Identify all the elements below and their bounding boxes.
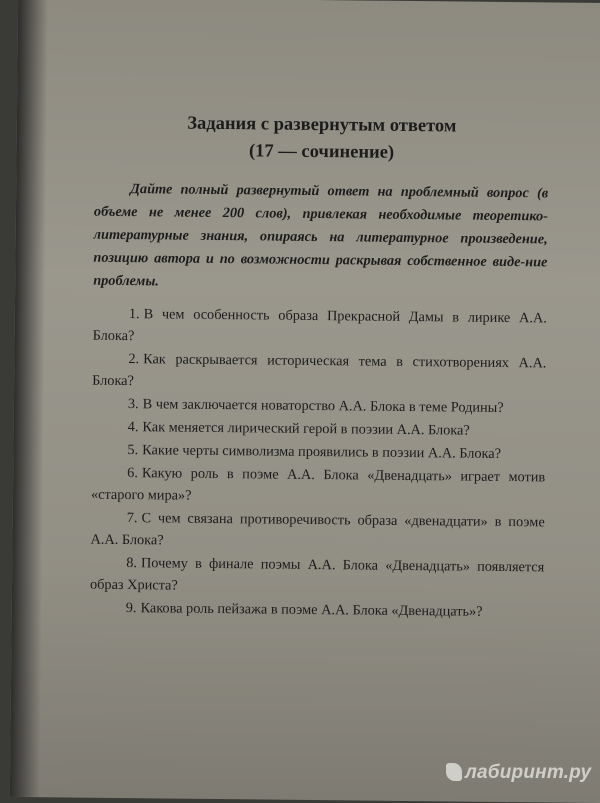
- question-text: Как меняется лирический герой в поэзии А.А. Блока?: [142, 419, 470, 439]
- question-text: В чем заключается новаторство А.А. Блока в теме Родины?: [142, 396, 504, 416]
- question-number: 3.: [127, 396, 139, 413]
- title-line-1: Задания с развернутым ответом: [187, 113, 457, 137]
- watermark: [446, 762, 591, 784]
- question-item: [90, 597, 544, 624]
- question-text: Какова роль пейзажа в поэме А.А. Блока «Двенадцать»?: [140, 600, 483, 620]
- question-number: 7.: [126, 510, 138, 527]
- book-page: [10, 0, 600, 803]
- question-list: [90, 303, 547, 624]
- question-item: [90, 552, 544, 601]
- question-text: Почему в финале поэмы А.А. Блока «Двенадцать» появляется образ Христа?: [89, 555, 545, 594]
- question-item: [93, 303, 547, 352]
- question-text: Какую роль в поэме А.А. Блока «Двенадцать» играет мотив «старого мира»?: [90, 465, 546, 504]
- question-number: 4.: [127, 419, 139, 436]
- question-text: Какие черты символизма проявились в поэзии А.А. Блока?: [142, 442, 502, 462]
- question-number: 8.: [126, 555, 138, 572]
- section-title: [94, 110, 549, 169]
- title-line-2: (17 — сочинение): [248, 141, 395, 163]
- question-number: 5.: [127, 442, 139, 459]
- instruction-paragraph: Дайте полный развернутый ответ на проблемный вопрос (в объеме не менее 200 слов), привлекая необходимые теоретико-литературные знания, опираясь на литературное произведение, позицию автора и по возможности раскрывая собственное виде-ние проблемы.: [93, 181, 549, 290]
- question-number: 9.: [125, 600, 137, 617]
- question-number: 2.: [128, 351, 140, 368]
- watermark-text: лабиринт.ру: [465, 762, 592, 783]
- question-number: 1.: [128, 306, 140, 323]
- page-content: [90, 110, 549, 625]
- question-text: С чем связана противоречивость образа «двенадцати» в поэме А.А. Блока?: [90, 510, 545, 549]
- page-spine-shadow: [10, 0, 48, 797]
- question-item: [90, 507, 544, 556]
- question-item: [91, 462, 545, 511]
- question-number: 6.: [127, 465, 139, 482]
- question-item: [92, 348, 546, 397]
- labirint-logo-icon: [446, 763, 462, 781]
- question-text: Как раскрывается историческая тема в стихотворениях А.А. Блока?: [92, 351, 547, 390]
- question-text: В чем особенность образа Прекрасной Дамы в лирике А.А. Блока?: [92, 306, 547, 345]
